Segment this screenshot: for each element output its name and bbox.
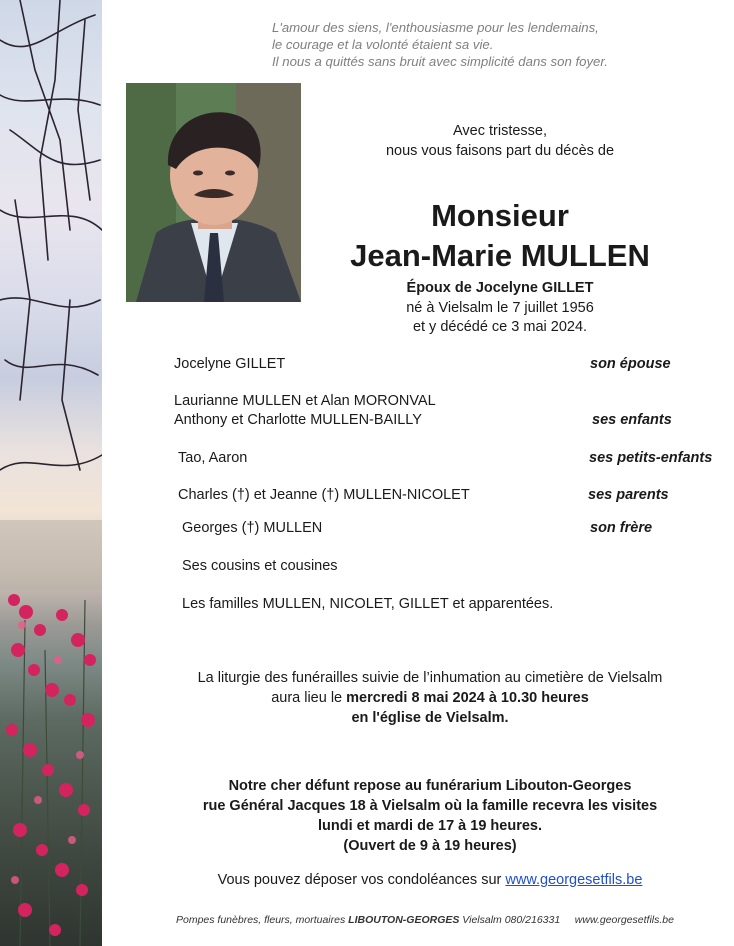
footer-credits xyxy=(120,914,730,926)
funeral-liturgy-notice xyxy=(150,668,710,728)
death-line: et y décédé ce 3 mai 2024. xyxy=(412,319,588,335)
family-name-children-1: Laurianne MULLEN et Alan MORONVAL xyxy=(174,393,436,409)
rest-line-4: (Ouvert de 9 à 19 heures) xyxy=(343,838,517,854)
deceased-name: Jean-Marie MULLEN xyxy=(350,238,650,273)
liturgy-line-1: La liturgie des funérailles suivie de l’inhumation au cimetière de Vielsalm xyxy=(197,670,663,686)
family-name-grandchildren: Tao, Aaron xyxy=(178,450,248,466)
funeral-home-notice xyxy=(150,776,710,856)
family-role-grandchildren: ses petits-enfants xyxy=(589,450,713,466)
liturgy-datetime: mercredi 8 mai 2024 à 10.30 heures xyxy=(346,690,589,706)
footer-suffix: Vielsalm 080/216331 www.georgesetfils.be xyxy=(459,914,674,926)
deceased-portrait xyxy=(126,83,301,302)
family-role-brother: son frère xyxy=(590,520,653,536)
announcement-intro xyxy=(300,121,700,161)
opening-quote xyxy=(272,19,712,70)
liturgy-line-2-prefix: aura lieu le xyxy=(271,690,347,706)
family-role-spouse: son épouse xyxy=(590,356,671,372)
decorative-landscape-strip xyxy=(0,0,102,946)
branches-and-flowers-illustration xyxy=(0,0,102,946)
family-name-families: Les familles MULLEN, NICOLET, GILLET et apparentées. xyxy=(182,596,554,612)
rest-line-2: rue Général Jacques 18 à Vielsalm où la famille recevra les visites xyxy=(202,798,658,814)
condolences-link[interactable]: www.georgesetfils.be xyxy=(505,872,643,888)
family-role-parents: ses parents xyxy=(588,487,669,503)
condolences-notice xyxy=(150,870,710,890)
deceased-spouse: Époux de Jocelyne GILLET xyxy=(406,280,594,296)
family-role-children: ses enfants xyxy=(592,412,672,428)
family-name-brother: Georges (†) MULLEN xyxy=(182,520,323,536)
family-name-cousins: Ses cousins et cousines xyxy=(182,558,338,574)
liturgy-line-2 xyxy=(150,688,710,708)
family-name-children-2: Anthony et Charlotte MULLEN-BAILLY xyxy=(174,412,422,428)
deceased-dates xyxy=(300,299,700,337)
family-name-parents: Charles (†) et Jeanne (†) MULLEN-NICOLET xyxy=(178,487,470,503)
portrait-illustration xyxy=(126,83,301,302)
quote-line-2: le courage et la volonté étaient sa vie. xyxy=(272,37,494,52)
rest-line-1: Notre cher défunt repose au funérarium Libouton-Georges xyxy=(228,778,632,794)
family-name-spouse: Jocelyne GILLET xyxy=(174,356,286,372)
intro-line-2: nous vous faisons part du décès de xyxy=(385,143,615,159)
condolences-text: Vous pouvez déposer vos condoléances sur xyxy=(217,872,506,888)
rest-line-3: lundi et mardi de 17 à 19 heures. xyxy=(317,818,543,834)
quote-line-3: Il nous a quittés sans bruit avec simplicité dans son foyer. xyxy=(272,54,608,69)
quote-line-1: L'amour des siens, l'enthousiasme pour les lendemains, xyxy=(272,20,599,35)
liturgy-line-3: en l'église de Vielsalm. xyxy=(351,710,509,726)
deceased-honorific: Monsieur xyxy=(431,198,569,233)
footer-prefix: Pompes funèbres, fleurs, mortuaires xyxy=(175,914,349,926)
birth-line: né à Vielsalm le 7 juillet 1956 xyxy=(406,300,594,316)
footer-company: LIBOUTON-GEORGES xyxy=(348,914,460,926)
intro-line-1: Avec tristesse, xyxy=(452,123,548,139)
